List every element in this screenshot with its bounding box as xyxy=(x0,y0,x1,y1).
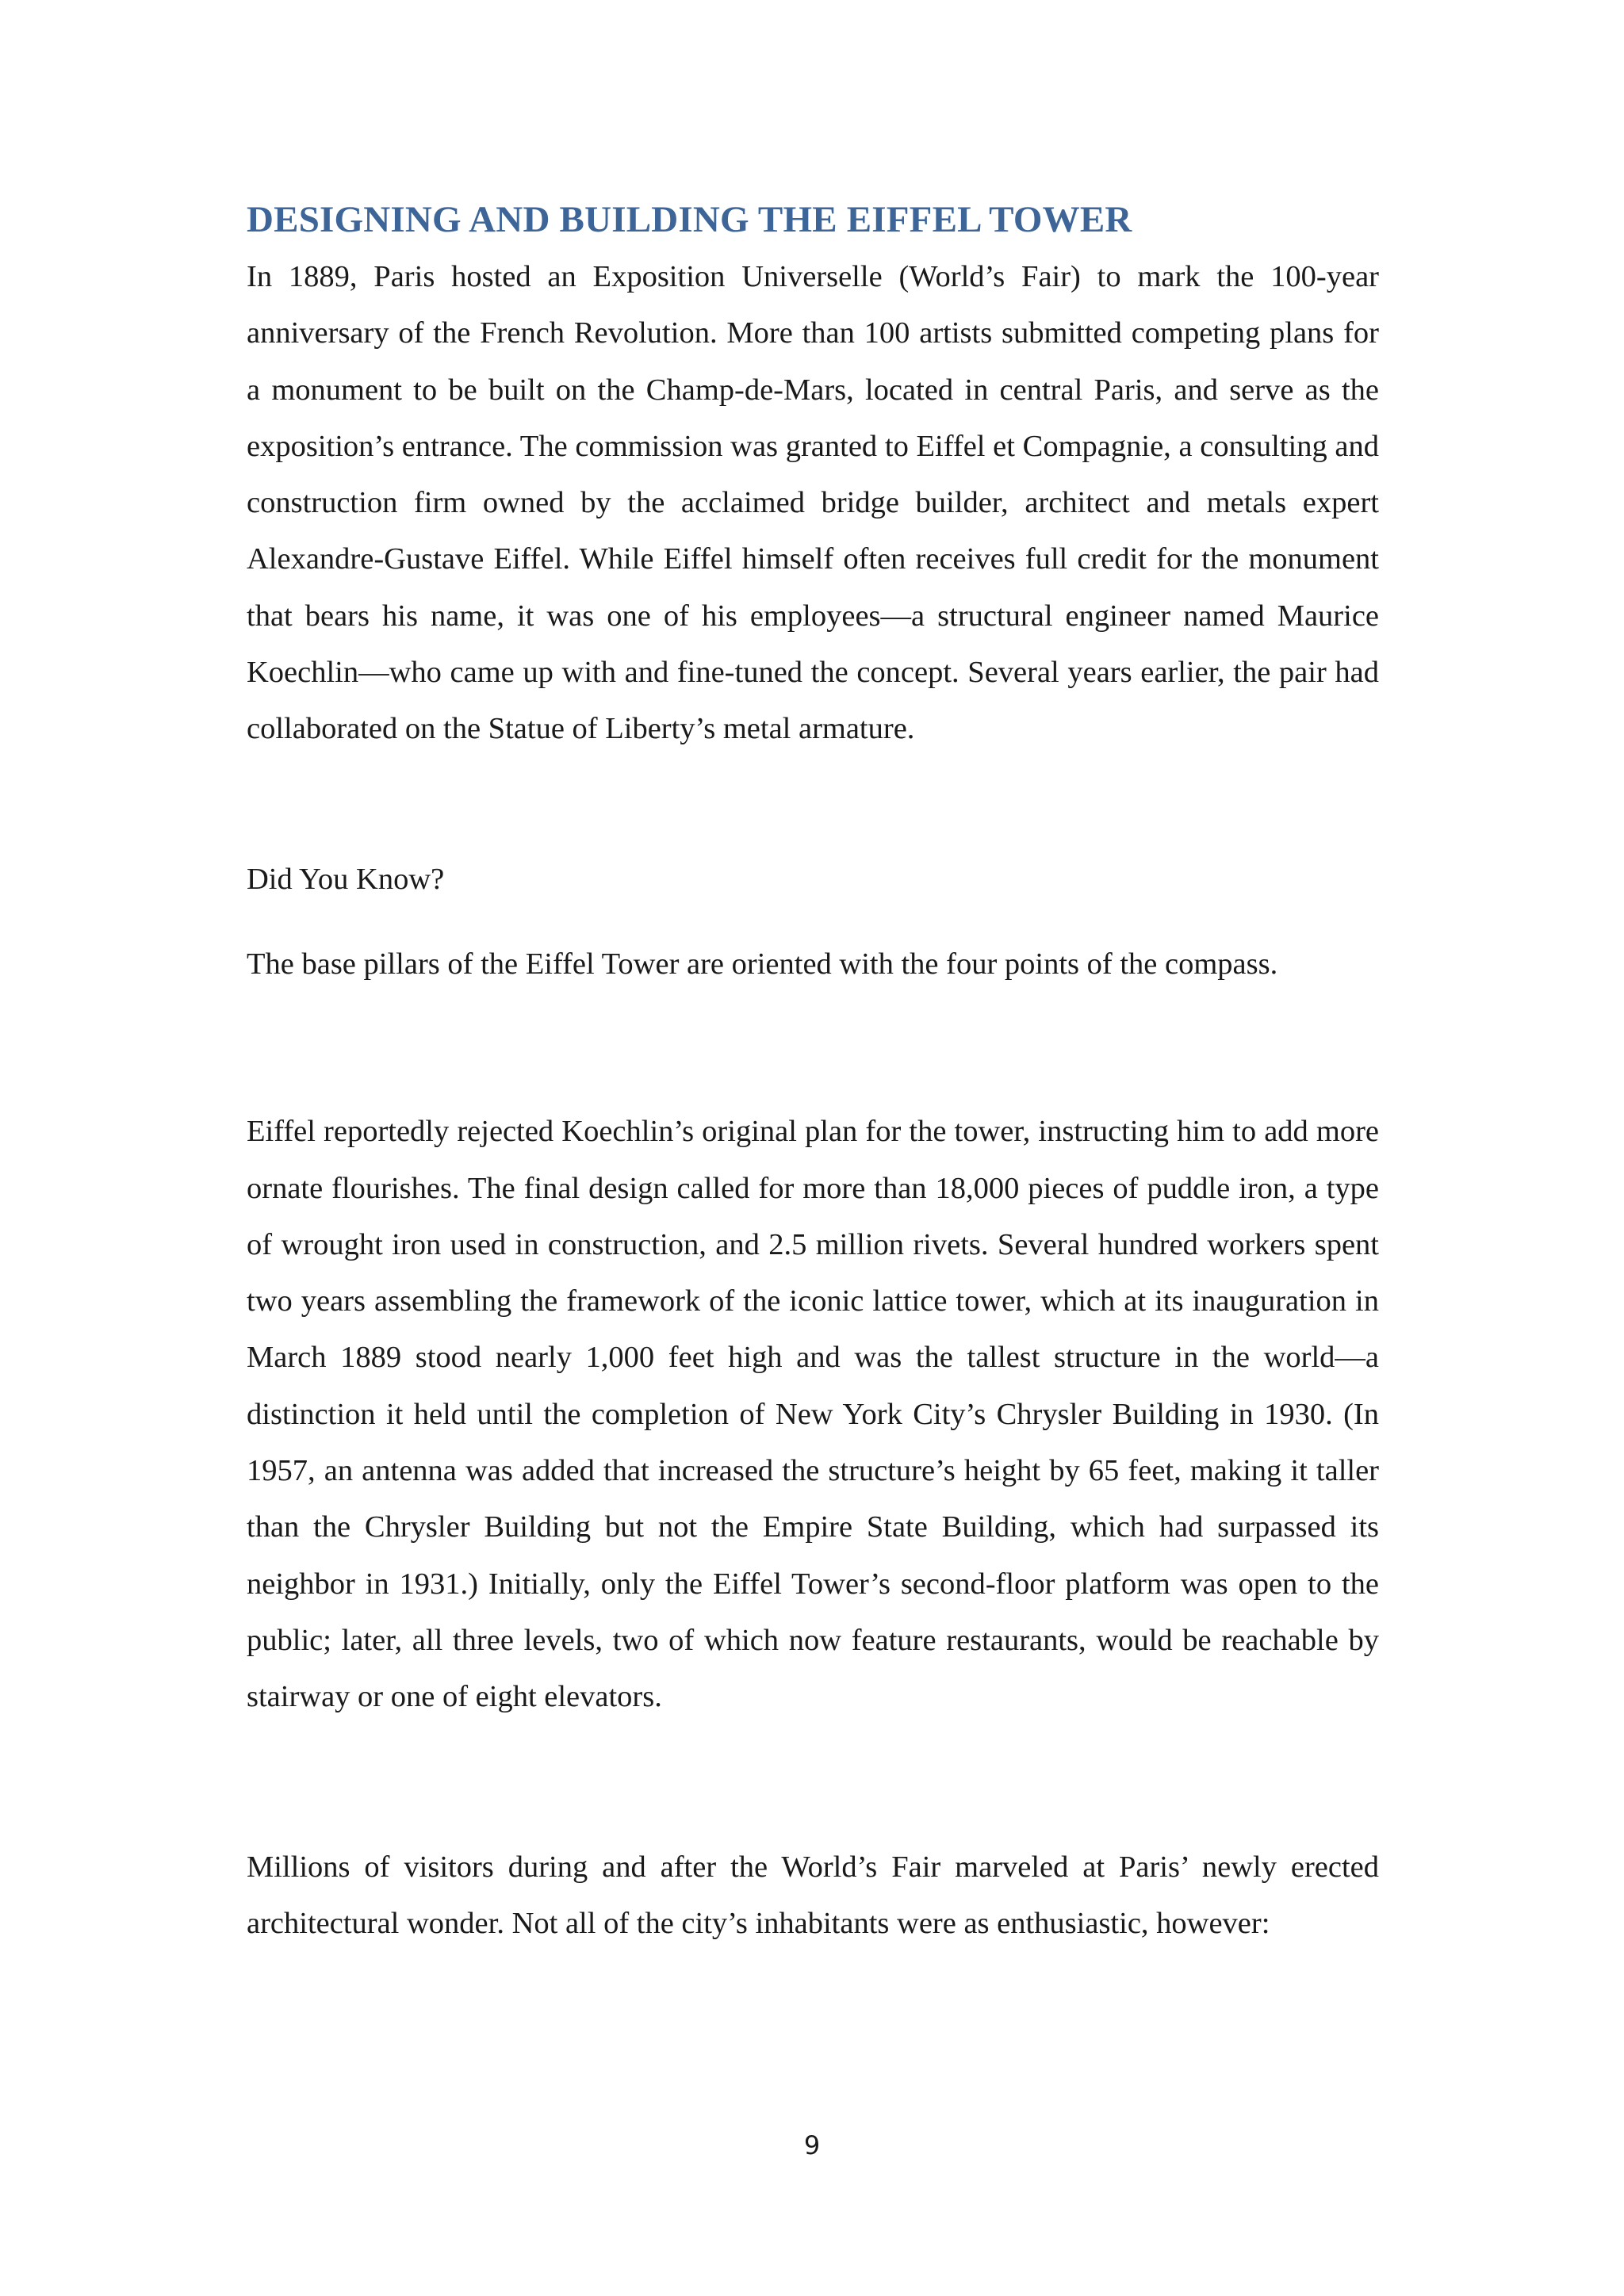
body-paragraph-1: In 1889, Paris hosted an Exposition Universelle (World’s Fair) to mark the 100-year anniversary of the French Revolution. More than 100 artists submitted competing plans for a monument to be built on the Champ-de-Mars, located in central Paris, and serve as the exposition’s entrance. The commission was granted to Eiffel et Compagnie, a consulting and construction firm owned by the acclaimed bridge builder, architect and metals expert Alexandre-Gustave Eiffel. While Eiffel himself often receives full credit for the monument that bears his name, it was one of his employees—a structural engineer named Maurice Koechlin—who came up with and fine-tuned the concept. Several years earlier, the pair had collaborated on the Statue of Liberty’s metal armature. xyxy=(247,260,1379,746)
page-number: 9 xyxy=(803,2130,821,2160)
page-content xyxy=(247,197,1379,1952)
did-you-know-title: Did You Know? xyxy=(247,862,445,896)
did-you-know-text: The base pillars of the Eiffel Tower are oriented with the four points of the compass. xyxy=(247,947,1278,981)
section-heading: DESIGNING AND BUILDING THE EIFFEL TOWER xyxy=(247,199,1132,240)
body-paragraph-3: Millions of visitors during and after the World’s Fair marveled at Paris’ newly erected architectural wonder. Not all of the city’s inhabitants were as enthusiastic, however: xyxy=(247,1850,1379,1940)
body-paragraph-2: Eiffel reportedly rejected Koechlin’s original plan for the tower, instructing him to add more ornate flourishes. The final design called for more than 18,000 pieces of puddle iron, a type of wrought iron used in construction, and 2.5 million rivets. Several hundred workers spent two years assembling the framework of the iconic lattice tower, which at its inauguration in March 1889 stood nearly 1,000 feet high and was the tallest structure in the world—a distinction it held until the completion of New York City’s Chrysler Building in 1930. (In 1957, an antenna was added that increased the structure’s height by 65 feet, making it taller than the Chrysler Building but not the Empire State Building, which had surpassed its neighbor in 1931.) Initially, only the Eiffel Tower’s second-floor platform was open to the public; later, all three levels, two of which now feature restaurants, would be reachable by stairway or one of eight elevators. xyxy=(247,1115,1379,1714)
